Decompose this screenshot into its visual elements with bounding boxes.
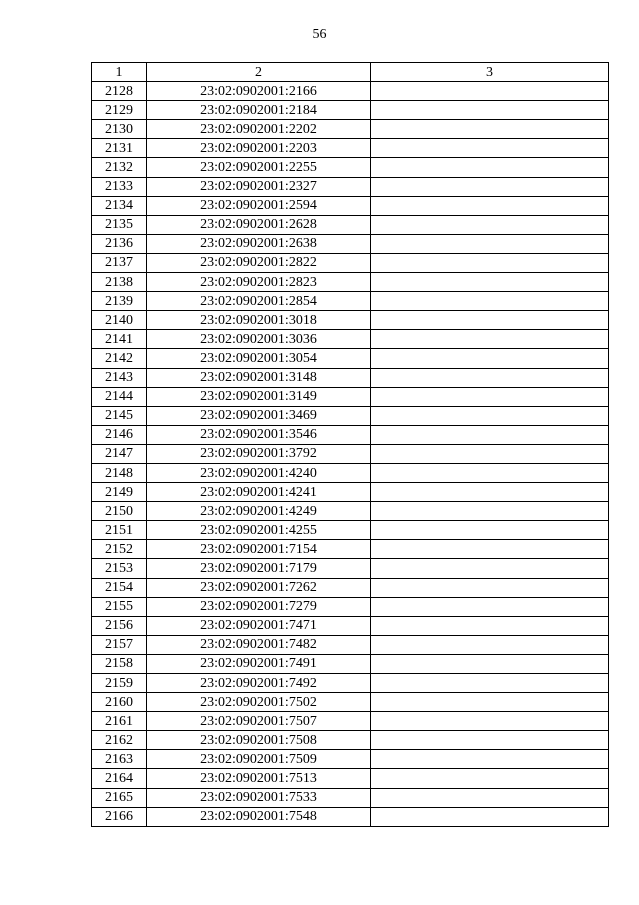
table-row [92, 234, 609, 253]
row-number-cell: 2155 [92, 597, 147, 616]
table-row [92, 196, 609, 215]
notes-cell [371, 101, 609, 120]
notes-cell [371, 406, 609, 425]
cadastral-number-cell: 23:02:0902001:2594 [147, 196, 371, 215]
table-body [92, 82, 609, 827]
table-row [92, 101, 609, 120]
notes-cell [371, 196, 609, 215]
row-number-cell: 2135 [92, 215, 147, 234]
row-number-cell: 2163 [92, 750, 147, 769]
cadastral-number-cell: 23:02:0902001:2255 [147, 158, 371, 177]
table-row [92, 616, 609, 635]
table-row [92, 387, 609, 406]
notes-cell [371, 712, 609, 731]
row-number-cell: 2162 [92, 731, 147, 750]
cadastral-number-cell: 23:02:0902001:4241 [147, 483, 371, 502]
table-row [92, 139, 609, 158]
table-row [92, 158, 609, 177]
table-row [92, 788, 609, 807]
notes-cell [371, 502, 609, 521]
table-row [92, 578, 609, 597]
notes-cell [371, 769, 609, 788]
table-row [92, 463, 609, 482]
cadastral-number-cell: 23:02:0902001:4240 [147, 463, 371, 482]
notes-cell [371, 635, 609, 654]
table-row [92, 769, 609, 788]
cadastral-number-cell: 23:02:0902001:3546 [147, 425, 371, 444]
cadastral-number-cell: 23:02:0902001:7513 [147, 769, 371, 788]
notes-cell [371, 330, 609, 349]
table-row [92, 444, 609, 463]
cadastral-number-cell: 23:02:0902001:2203 [147, 139, 371, 158]
notes-cell [371, 158, 609, 177]
notes-cell [371, 82, 609, 101]
row-number-cell: 2132 [92, 158, 147, 177]
page-number: 56 [312, 27, 327, 42]
column-header-3: 3 [371, 63, 609, 82]
cadastral-number-cell: 23:02:0902001:3149 [147, 387, 371, 406]
table-header [92, 63, 609, 82]
notes-cell [371, 253, 609, 272]
row-number-cell: 2138 [92, 273, 147, 292]
cadastral-number-cell: 23:02:0902001:3018 [147, 311, 371, 330]
row-number-cell: 2142 [92, 349, 147, 368]
cadastral-number-cell: 23:02:0902001:7508 [147, 731, 371, 750]
cadastral-number-cell: 23:02:0902001:7154 [147, 540, 371, 559]
cadastral-number-cell: 23:02:0902001:2202 [147, 120, 371, 139]
notes-cell [371, 463, 609, 482]
row-number-cell: 2153 [92, 559, 147, 578]
notes-cell [371, 425, 609, 444]
row-number-cell: 2149 [92, 483, 147, 502]
row-number-cell: 2165 [92, 788, 147, 807]
row-number-cell: 2139 [92, 292, 147, 311]
table-row [92, 368, 609, 387]
cadastral-number-cell: 23:02:0902001:7482 [147, 635, 371, 654]
table-row [92, 406, 609, 425]
row-number-cell: 2134 [92, 196, 147, 215]
row-number-cell: 2157 [92, 635, 147, 654]
row-number-cell: 2152 [92, 540, 147, 559]
notes-cell [371, 349, 609, 368]
row-number-cell: 2148 [92, 463, 147, 482]
cadastral-number-cell: 23:02:0902001:3792 [147, 444, 371, 463]
table-row [92, 654, 609, 673]
notes-cell [371, 139, 609, 158]
table-row [92, 635, 609, 654]
cadastral-number-cell: 23:02:0902001:3469 [147, 406, 371, 425]
notes-cell [371, 120, 609, 139]
notes-cell [371, 292, 609, 311]
table-row [92, 540, 609, 559]
row-number-cell: 2161 [92, 712, 147, 731]
table-row [92, 750, 609, 769]
table-row [92, 253, 609, 272]
cadastral-number-cell: 23:02:0902001:7533 [147, 788, 371, 807]
row-number-cell: 2143 [92, 368, 147, 387]
row-number-cell: 2137 [92, 253, 147, 272]
notes-cell [371, 311, 609, 330]
row-number-cell: 2158 [92, 654, 147, 673]
table-row [92, 807, 609, 826]
table-row [92, 425, 609, 444]
row-number-cell: 2160 [92, 693, 147, 712]
notes-cell [371, 444, 609, 463]
cadastral-number-cell: 23:02:0902001:7507 [147, 712, 371, 731]
cadastral-number-cell: 23:02:0902001:2184 [147, 101, 371, 120]
cadastral-number-cell: 23:02:0902001:7179 [147, 559, 371, 578]
cadastral-number-cell: 23:02:0902001:2854 [147, 292, 371, 311]
cadastral-number-cell: 23:02:0902001:7492 [147, 674, 371, 693]
row-number-cell: 2166 [92, 807, 147, 826]
table-row [92, 559, 609, 578]
cadastral-number-cell: 23:02:0902001:7471 [147, 616, 371, 635]
notes-cell [371, 674, 609, 693]
table-row [92, 82, 609, 101]
row-number-cell: 2136 [92, 234, 147, 253]
table-row [92, 330, 609, 349]
cadastral-number-cell: 23:02:0902001:3054 [147, 349, 371, 368]
header-row [92, 63, 609, 82]
cadastral-number-cell: 23:02:0902001:3148 [147, 368, 371, 387]
table-row [92, 731, 609, 750]
cadastral-number-cell: 23:02:0902001:2166 [147, 82, 371, 101]
cadastral-number-cell: 23:02:0902001:7491 [147, 654, 371, 673]
table-row [92, 215, 609, 234]
row-number-cell: 2140 [92, 311, 147, 330]
cadastral-number-cell: 23:02:0902001:2823 [147, 273, 371, 292]
notes-cell [371, 215, 609, 234]
cadastral-number-cell: 23:02:0902001:4255 [147, 521, 371, 540]
notes-cell [371, 750, 609, 769]
cadastral-number-cell: 23:02:0902001:4249 [147, 502, 371, 521]
row-number-cell: 2130 [92, 120, 147, 139]
table-row [92, 674, 609, 693]
notes-cell [371, 788, 609, 807]
table-row [92, 483, 609, 502]
cadastral-number-cell: 23:02:0902001:7548 [147, 807, 371, 826]
row-number-cell: 2146 [92, 425, 147, 444]
cadastral-number-cell: 23:02:0902001:2822 [147, 253, 371, 272]
cadastral-number-cell: 23:02:0902001:3036 [147, 330, 371, 349]
row-number-cell: 2145 [92, 406, 147, 425]
row-number-cell: 2128 [92, 82, 147, 101]
cadastral-number-cell: 23:02:0902001:7502 [147, 693, 371, 712]
cadastral-number-cell: 23:02:0902001:2638 [147, 234, 371, 253]
table-row [92, 177, 609, 196]
cadastral-number-cell: 23:02:0902001:7279 [147, 597, 371, 616]
table-row [92, 712, 609, 731]
cadastral-number-cell: 23:02:0902001:7509 [147, 750, 371, 769]
notes-cell [371, 234, 609, 253]
notes-cell [371, 616, 609, 635]
row-number-cell: 2141 [92, 330, 147, 349]
notes-cell [371, 807, 609, 826]
table-row [92, 120, 609, 139]
notes-cell [371, 654, 609, 673]
row-number-cell: 2154 [92, 578, 147, 597]
row-number-cell: 2144 [92, 387, 147, 406]
row-number-cell: 2129 [92, 101, 147, 120]
column-header-1: 1 [92, 63, 147, 82]
notes-cell [371, 368, 609, 387]
row-number-cell: 2147 [92, 444, 147, 463]
notes-cell [371, 273, 609, 292]
notes-cell [371, 387, 609, 406]
cadastral-number-cell: 23:02:0902001:2628 [147, 215, 371, 234]
table-row [92, 292, 609, 311]
row-number-cell: 2133 [92, 177, 147, 196]
cadastral-number-cell: 23:02:0902001:2327 [147, 177, 371, 196]
notes-cell [371, 177, 609, 196]
row-number-cell: 2164 [92, 769, 147, 788]
notes-cell [371, 731, 609, 750]
table-row [92, 597, 609, 616]
column-header-2: 2 [147, 63, 371, 82]
row-number-cell: 2151 [92, 521, 147, 540]
table-row [92, 693, 609, 712]
notes-cell [371, 578, 609, 597]
table-row [92, 311, 609, 330]
table-row [92, 521, 609, 540]
table-row [92, 273, 609, 292]
row-number-cell: 2156 [92, 616, 147, 635]
notes-cell [371, 540, 609, 559]
cadastral-table [91, 62, 609, 827]
row-number-cell: 2159 [92, 674, 147, 693]
row-number-cell: 2150 [92, 502, 147, 521]
table-row [92, 349, 609, 368]
cadastral-number-cell: 23:02:0902001:7262 [147, 578, 371, 597]
notes-cell [371, 597, 609, 616]
notes-cell [371, 521, 609, 540]
table-row [92, 502, 609, 521]
row-number-cell: 2131 [92, 139, 147, 158]
notes-cell [371, 483, 609, 502]
notes-cell [371, 693, 609, 712]
notes-cell [371, 559, 609, 578]
